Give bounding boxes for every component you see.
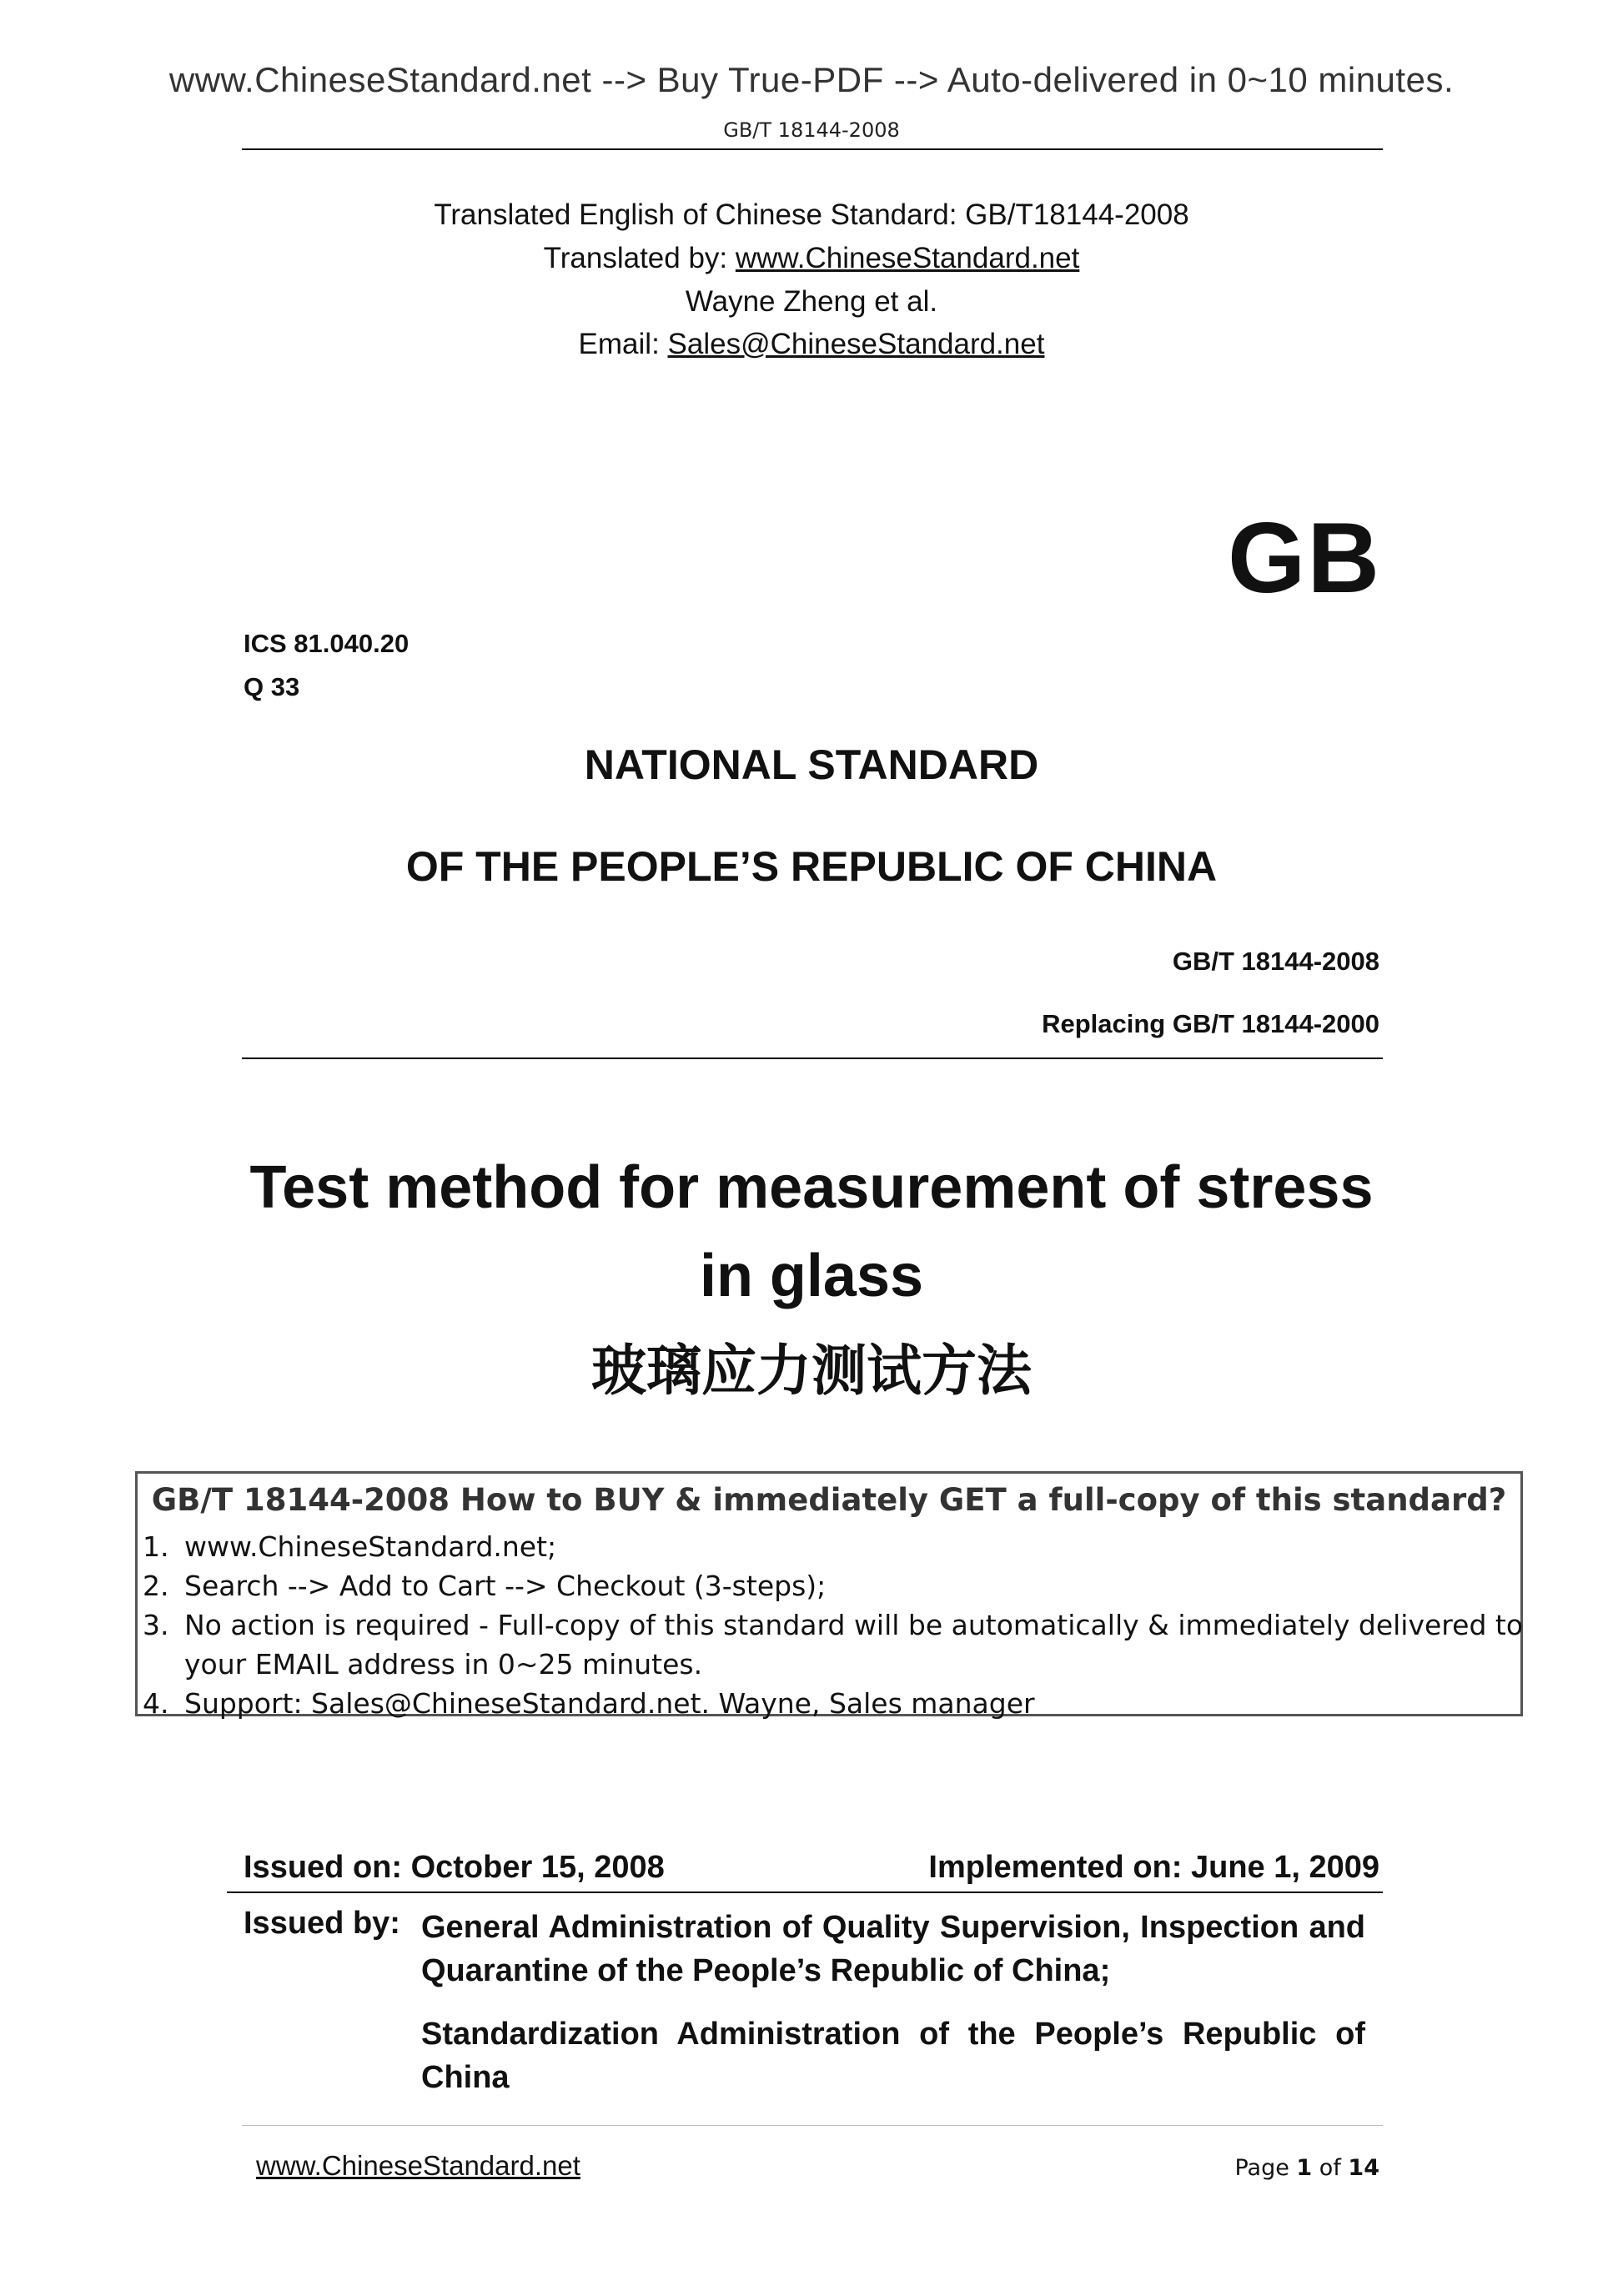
promo-banner-text: www.ChineseStandard.net --> Buy True-PDF --> Auto-delivered in 0~10 minutes. xyxy=(168,60,1455,99)
list-item-text: Support: Sales@ChineseStandard.net. Wayne, Sales manager xyxy=(184,1687,1035,1720)
title-divider xyxy=(242,1058,1383,1059)
ics-code: ICS 81.040.20 xyxy=(244,629,410,658)
page-current: 1 xyxy=(1296,2155,1313,2181)
translated-by xyxy=(0,242,1623,275)
list-item-text: Search --> Add to Cart --> Checkout (3-steps); xyxy=(184,1570,827,1602)
issued-date: Issued on: October 15, 2008 xyxy=(244,1850,665,1885)
ccs-code: Q 33 xyxy=(244,672,300,701)
list-item-number: 4. xyxy=(143,1687,169,1720)
list-item xyxy=(143,1605,1523,1645)
standard-number: GB/T 18144-2008 xyxy=(1172,947,1379,976)
document-title-chinese: 玻璃应力测试方法 xyxy=(591,1339,1032,1403)
contact-email xyxy=(0,328,1623,361)
page-total: 14 xyxy=(1348,2155,1379,2181)
issuer-aqsiq: General Administration of Quality Supervision, Inspection and Quarantine of the People’s Republic of China; xyxy=(421,1910,1365,1988)
implemented-date: Implemented on: June 1, 2009 xyxy=(928,1850,1379,1885)
gb-mark: GB xyxy=(1228,502,1381,614)
list-item-text: www.ChineseStandard.net; xyxy=(184,1530,557,1563)
header-divider xyxy=(242,148,1383,150)
buy-box-heading: GB/T 18144-2008 How to BUY & immediately GET a full-copy of this standard? xyxy=(151,1482,1507,1518)
list-item xyxy=(143,1527,1523,1566)
document-title-line1: Test method for measurement of stress xyxy=(249,1154,1374,1221)
list-item-text: your EMAIL address in 0~25 minutes. xyxy=(184,1648,703,1681)
list-item-number: 3. xyxy=(143,1609,169,1641)
list-item xyxy=(143,1684,1523,1723)
buy-steps-list xyxy=(143,1527,1523,1723)
replacing-standard: Replacing GB/T 18144-2000 xyxy=(1042,1009,1379,1038)
footer-divider xyxy=(242,2125,1383,2126)
page-prefix: Page xyxy=(1234,2155,1297,2181)
translators: Wayne Zheng et al. xyxy=(685,285,938,318)
country-heading: OF THE PEOPLE’S REPUBLIC OF CHINA xyxy=(405,843,1218,890)
email-prefix: Email: xyxy=(578,328,668,360)
list-item xyxy=(143,1566,1523,1605)
buy-instructions-box xyxy=(135,1471,1524,1720)
issuer-sac: Standardization Administration of the People’s Republic of China xyxy=(421,2017,1365,2095)
issued-by-label: Issued by: xyxy=(244,1906,400,1941)
page-of: of xyxy=(1312,2155,1349,2181)
header-doc-code: GB/T 18144-2008 xyxy=(723,118,900,142)
translator-site-link[interactable]: www.ChineseStandard.net xyxy=(735,242,1080,274)
list-item-number: 2. xyxy=(143,1570,169,1602)
list-item-continuation xyxy=(143,1645,1523,1684)
footer-site-link[interactable]: www.ChineseStandard.net xyxy=(256,2150,580,2181)
list-item-text: No action is required - Full-copy of this standard will be automatically & immediately delivered to xyxy=(184,1609,1524,1641)
list-item-number: 1. xyxy=(143,1530,169,1563)
dates-divider xyxy=(227,1892,1383,1893)
page-number xyxy=(1234,2155,1379,2181)
translation-line: Translated English of Chinese Standard: GB/T18144-2008 xyxy=(434,198,1189,231)
national-standard-heading: NATIONAL STANDARD xyxy=(584,741,1039,788)
document-title-line2: in glass xyxy=(699,1243,924,1309)
translated-by-prefix: Translated by: xyxy=(543,242,736,274)
email-link[interactable]: Sales@ChineseStandard.net xyxy=(667,328,1045,360)
